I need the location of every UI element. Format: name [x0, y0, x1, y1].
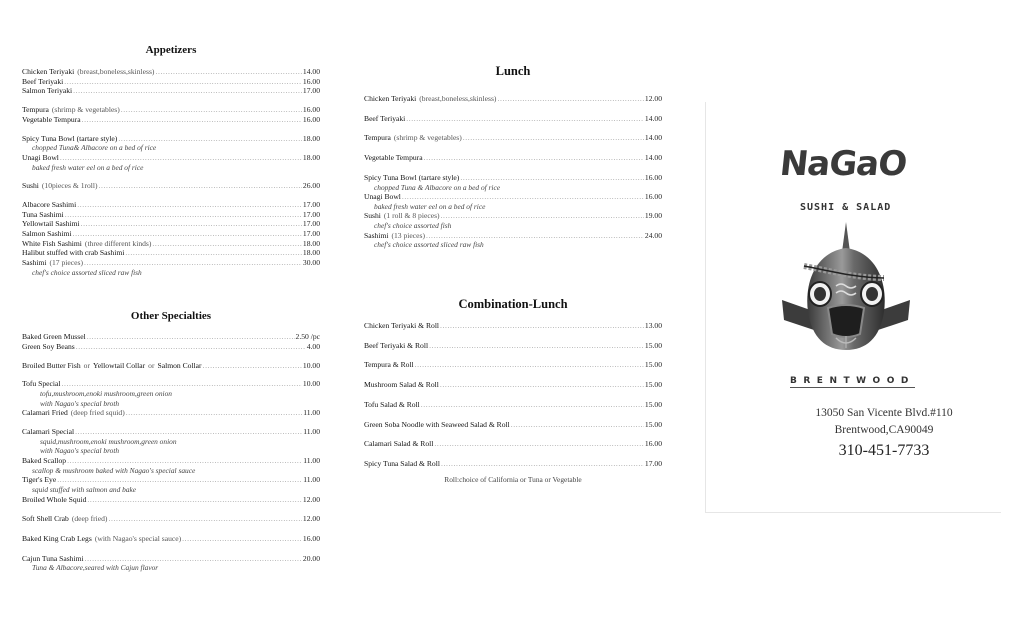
- menu-item: Salmon Teriyaki ..... 17.00: [22, 86, 320, 96]
- item-description: with Nagao's special broth: [40, 446, 120, 456]
- item-description: chopped Tuna & Albacore on a bed of rice: [374, 182, 501, 192]
- menu-item: Baked Scallop ..... 11.00: [22, 456, 320, 466]
- menu-item: Tempura & Roll ..... 15.00: [364, 360, 662, 370]
- menu-item: Broiled Whole Squid ..... 12.00: [22, 495, 320, 505]
- menu-item: Tuna Sashimi ..... 17.00: [22, 210, 320, 220]
- item-description: squid,mushroom,enoki mushroom,green onion: [40, 436, 177, 446]
- menu-item: Calamari Special ..... 11.00: [22, 427, 320, 437]
- appetizers-title: Appetizers: [145, 44, 197, 56]
- menu-item: Albacore Sashimi ..... 17.00: [22, 200, 320, 210]
- item-description: Tuna & Albacore,seared with Cajun flavor: [32, 563, 159, 573]
- menu-item: Green Soba Noodle with Seaweed Salad & Roll ..... 15.00: [364, 420, 662, 430]
- item-description: baked fresh water eel on a bed of rice: [32, 162, 144, 172]
- menu-item: Calamari Salad & Roll ..... 16.00: [364, 439, 662, 449]
- combination-lunch-title: Combination-Lunch: [458, 297, 568, 311]
- item-description: with Nagao's special broth: [40, 398, 120, 408]
- item-description: chef's choice assorted fish: [374, 221, 452, 231]
- menu-item: Tofu Salad & Roll ..... 15.00: [364, 400, 662, 410]
- menu-item: Sashimi (17 pieces) ..... 30.00: [22, 258, 320, 268]
- menu-item: Sushi (1 roll & 8 pieces) ..... 19.00: [364, 211, 662, 221]
- item-description: tofu,mushroom,enoki mushroom,green onion: [40, 389, 172, 399]
- address-line-2: Brentwood,CA90049: [834, 424, 934, 436]
- menu-item: Chicken Teriyaki & Roll ..... 13.00: [364, 321, 662, 331]
- menu-item: Beef Teriyaki ..... 14.00: [364, 114, 662, 124]
- menu-item: Vegetable Tempura ..... 14.00: [364, 153, 662, 163]
- restaurant-tagline: SUSHI & SALAD: [800, 202, 892, 213]
- menu-item: Baked King Crab Legs (with Nagao's special sauce) ..... 16.00: [22, 534, 320, 544]
- menu-item: Calamari Fried (deep fried squid) ..... 11.00: [22, 408, 320, 418]
- address-line-1: 13050 San Vicente Blvd.#110: [815, 407, 953, 419]
- item-description: baked fresh water eel on a bed of rice: [374, 201, 486, 211]
- menu-item: Spicy Tuna Salad & Roll ..... 17.00: [364, 459, 662, 469]
- menu-item: Unagi Bowl ..... 18.00: [22, 153, 320, 163]
- item-description: scallop & mushroom baked with Nagao's special sauce: [32, 465, 196, 475]
- middle-column: [364, 64, 662, 484]
- menu-item: Tempura (shrimp & vegetables) ..... 14.00: [364, 133, 662, 143]
- menu-item: Chicken Teriyaki (breast,boneless,skinless) ..... 14.00: [22, 67, 320, 77]
- item-description: squid stuffed with salmon and bake: [32, 484, 137, 494]
- brand-panel: [705, 102, 1001, 513]
- menu-item: Halibut stuffed with crab Sashimi ..... 18.00: [22, 248, 320, 258]
- menu-item: Tiger's Eye ..... 11.00: [22, 475, 320, 485]
- roll-footnote: Roll:choice of California or Tuna or Vegetable: [444, 474, 582, 484]
- menu-item: Baked Green Mussel ..... 2.50 /pc: [22, 332, 320, 342]
- menu-item: Beef Teriyaki & Roll ..... 15.00: [364, 341, 662, 351]
- menu-item: Tofu Special ..... 10.00: [22, 379, 320, 389]
- location-label: BRENTWOOD: [790, 376, 915, 386]
- menu-item: Salmon Sashimi ..... 17.00: [22, 229, 320, 239]
- menu-item: Yellowtail Sashimi ..... 17.00: [22, 219, 320, 229]
- item-description: chef's choice assorted sliced raw fish: [374, 240, 484, 250]
- menu-item: Tempura (shrimp & vegetables) ..... 16.00: [22, 105, 320, 115]
- menu-item: Beef Teriyaki ..... 16.00: [22, 77, 320, 87]
- menu-item: Broiled Butter Fish or Yellowtail Collar or Salmon Collar ..... 10.00: [22, 361, 320, 371]
- restaurant-logo: NaGaO: [777, 144, 909, 184]
- menu-item: Sushi (10pieces & 1roll) ..... 26.00: [22, 181, 320, 191]
- other-specialties-title: Other Specialties: [130, 310, 212, 323]
- menu-item: Spicy Tuna Bowl (tartare style) ..... 18.00: [22, 134, 320, 144]
- phone-number: 310-451-7733: [838, 442, 930, 459]
- lunch-title: Lunch: [495, 64, 531, 78]
- menu-item: White Fish Sashimi (three different kinds) ..... 18.00: [22, 239, 320, 249]
- left-column: [22, 44, 320, 573]
- menu-item: Spicy Tuna Bowl (tartare style) ..... 16.00: [364, 173, 662, 183]
- menu-item: Soft Shell Crab (deep fried) ..... 12.00: [22, 514, 320, 524]
- menu-item: Unagi Bowl ..... 16.00: [364, 192, 662, 202]
- menu-item: Vegetable Tempura ..... 16.00: [22, 115, 320, 125]
- item-description: chopped Tuna& Albacore on a bed of rice: [32, 143, 157, 153]
- menu-item: Cajun Tuna Sashimi ..... 20.00: [22, 554, 320, 564]
- fish-mascot-icon: [776, 220, 916, 360]
- item-description: chef's choice assorted sliced raw fish: [32, 267, 142, 277]
- menu-item: Chicken Teriyaki (breast,boneless,skinless) ..... 12.00: [364, 94, 662, 104]
- menu-item: Green Soy Beans ..... 4.00: [22, 342, 320, 352]
- menu-item: Sashimi (13 pieces) ..... 24.00: [364, 231, 662, 241]
- menu-item: Mushroom Salad & Roll ..... 15.00: [364, 380, 662, 390]
